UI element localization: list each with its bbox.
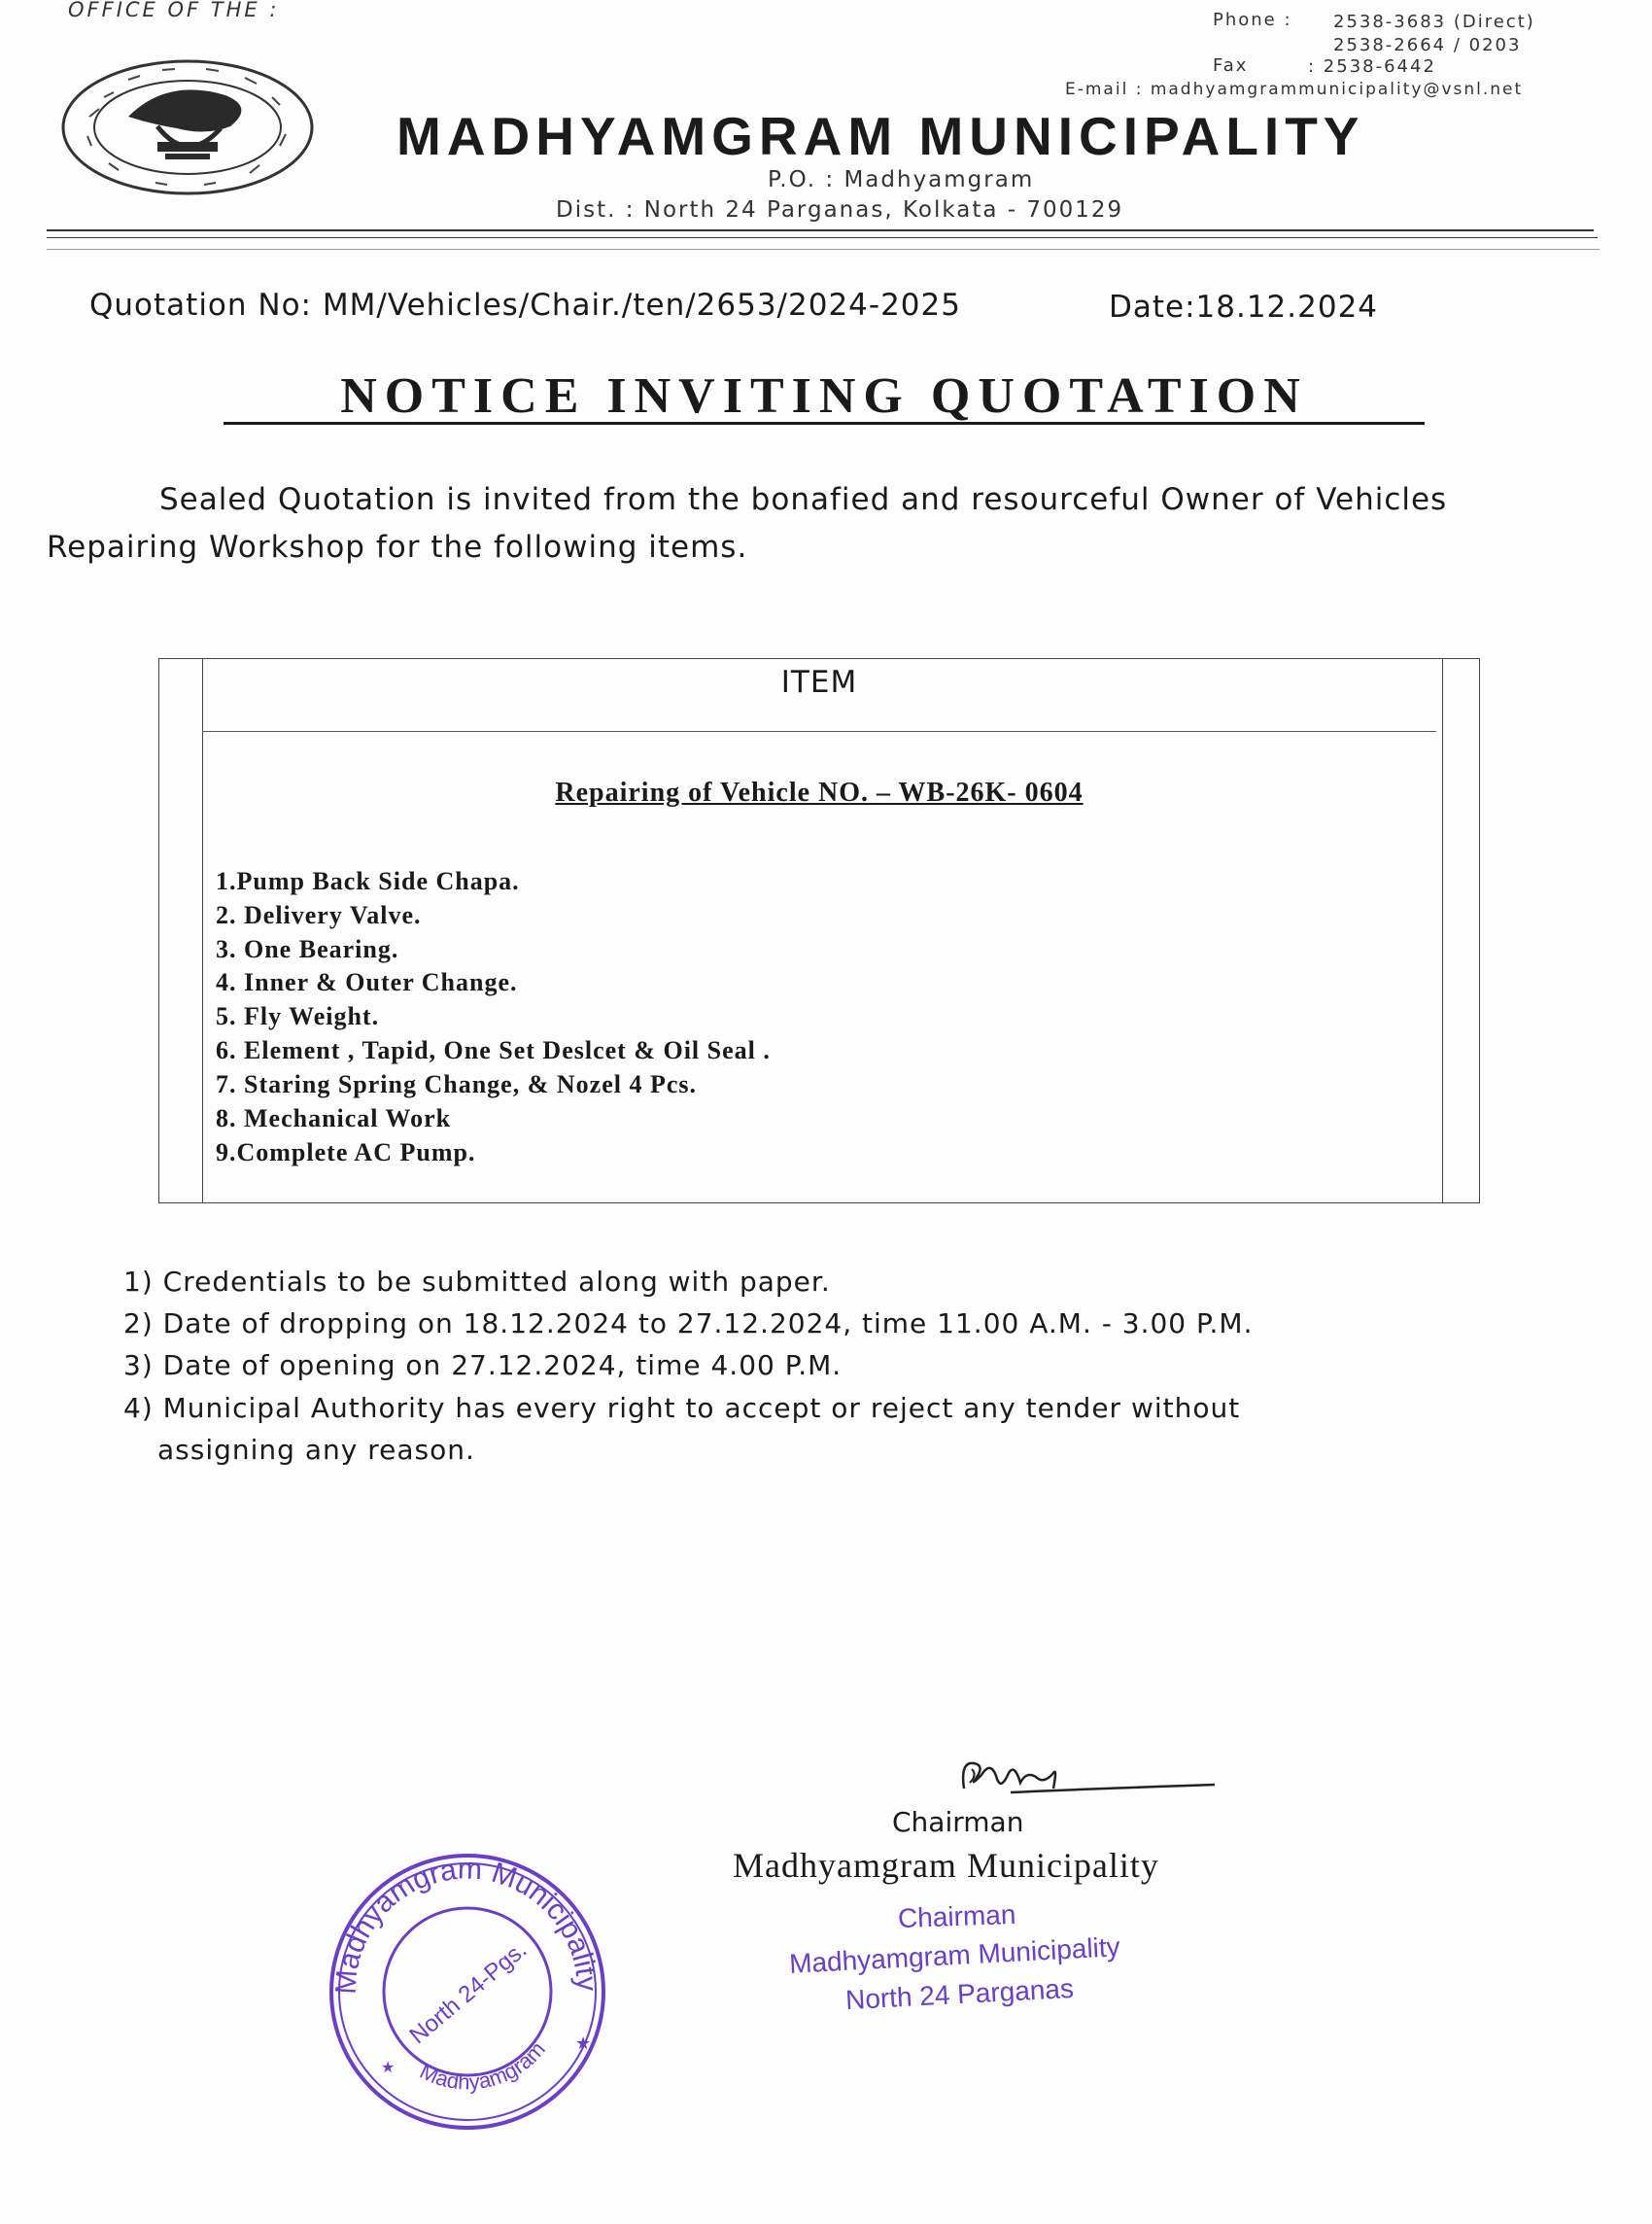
municipality-seal (321, 1845, 614, 2138)
stamp-chairman: Chairman (897, 1898, 1016, 1934)
list-item: 3. One Bearing. (216, 935, 399, 963)
condition-2: 2) Date of dropping on 18.12.2024 to 27.12.2024, time 11.00 A.M. - 3.00 P.M. (123, 1307, 1254, 1339)
email-line: E-mail : madhyamgrammunicipality@vsnl.net (1065, 80, 1524, 99)
signature-title: Chairman (892, 1806, 1024, 1838)
list-item: 5. Fly Weight. (216, 1002, 380, 1030)
table-right-rule (1442, 658, 1443, 1203)
condition-3: 3) Date of opening on 27.12.2024, time 4.00 P.M. (123, 1349, 843, 1381)
condition-4: 4) Municipal Authority has every right to accept or reject any tender without (123, 1392, 1241, 1424)
header-rule-faint (47, 249, 1600, 250)
header-rule-top (47, 229, 1594, 231)
condition-1: 1) Credentials to be submitted along with paper. (123, 1266, 831, 1298)
list-item: 6. Element , Tapid, One Set Deslcet & Oil Seal . (216, 1036, 771, 1064)
list-item: 7. Staring Spring Change, & Nozel 4 Pcs. (216, 1070, 697, 1098)
table-header-rule (202, 731, 1436, 732)
post-office: P.O. : Madhyamgram (768, 167, 1035, 192)
office-of-label: OFFICE OF THE : (68, 0, 280, 21)
condition-4-continued: assigning any reason. (157, 1434, 475, 1466)
phone-label: Phone : (1213, 10, 1292, 30)
list-item: 8. Mechanical Work (216, 1104, 452, 1132)
phone-direct: 2538-3683 (Direct) (1333, 12, 1535, 32)
notice-heading: NOTICE INVITING QUOTATION (340, 368, 1308, 424)
list-item: 9.Complete AC Pump. (216, 1138, 476, 1166)
seal-inner-text: North 24-Pgs. (404, 1936, 533, 2050)
vehicle-title: Repairing of Vehicle NO. – WB-26K- 0604 (555, 778, 1084, 808)
stamp-district: North 24 Parganas (844, 1972, 1075, 2016)
district-address: Dist. : North 24 Parganas, Kolkata - 700129 (556, 197, 1124, 223)
quotation-date: Date:18.12.2024 (1109, 290, 1379, 325)
seal-outer-text: Madhyamgram Municipality (329, 1853, 603, 1996)
list-item: 1.Pump Back Side Chapa. (216, 867, 520, 895)
quotation-number: Quotation No: MM/Vehicles/Chair./ten/2653/2024-2025 (89, 288, 961, 323)
signature-organisation: Madhyamgram Municipality (733, 1846, 1159, 1885)
phone-other: 2538-2664 / 0203 (1333, 35, 1522, 55)
seal-bottom-text: Madhyamgram (416, 2036, 550, 2095)
header-rule-bottom (47, 237, 1598, 238)
intro-line-1: Sealed Quotation is invited from the bonafied and resourceful Owner of Vehicles (159, 482, 1448, 517)
municipality-emblem (60, 58, 315, 196)
list-item: 2. Delivery Valve. (216, 901, 422, 929)
fax-label: Fax (1213, 55, 1249, 76)
table-header-item: ITEM (780, 665, 858, 700)
municipality-name: MADHYAMGRAM MUNICIPALITY (396, 106, 1365, 166)
chairman-signature (952, 1750, 1224, 1808)
stamp-organisation: Madhyamgram Municipality (788, 1931, 1121, 1979)
intro-line-2: Repairing Workshop for the following items. (47, 530, 748, 565)
seal-star-icon: ★ (575, 2033, 592, 2054)
fax-value: : 2538-6442 (1308, 56, 1436, 77)
heading-underline (224, 422, 1425, 425)
table-left-rule (202, 658, 203, 1203)
seal-star-icon: ★ (381, 2058, 396, 2076)
list-item: 4. Inner & Outer Change. (216, 968, 518, 996)
